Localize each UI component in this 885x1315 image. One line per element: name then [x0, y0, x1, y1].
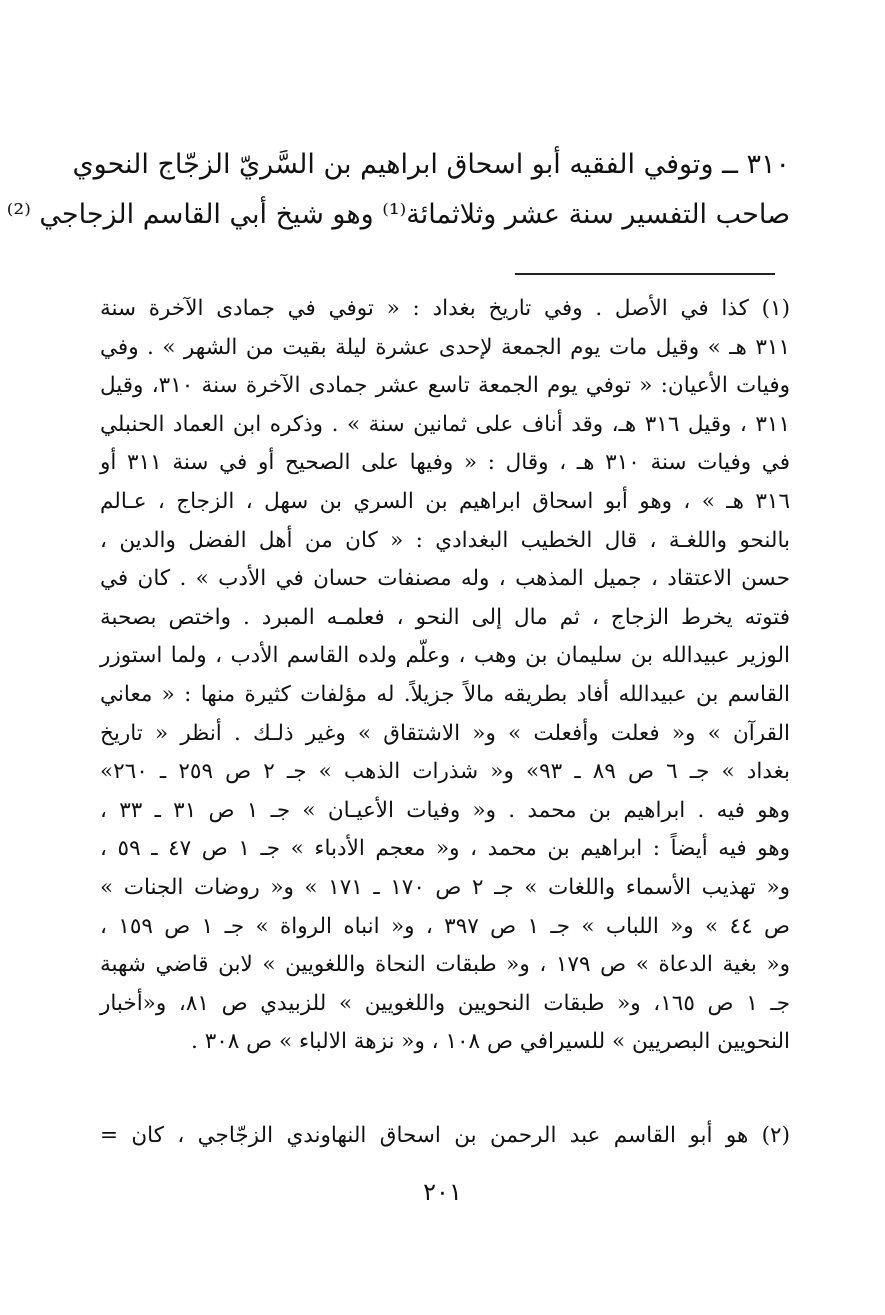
footnote-line: وفيات الأعيان: « توفي يوم الجمعة تاسع عشر جمادى الآخرة سنة ٣١٠، وقيل [100, 373, 790, 399]
page-number: ٢٠١ [423, 1178, 462, 1206]
footnote-1 [100, 290, 790, 1062]
footnote-line: و« بغية الدعاة » ص ١٧٩ ، و« طبقات النحاة واللغويين » لابن قاضي شهبة [100, 952, 790, 978]
footnote-line: (٢) هو أبو القاسم عبد الرحمن بن اسحاق النهاوندي الزجّاجي ، كان = [100, 1123, 790, 1148]
footnote-line: حسن الاعتقاد ، جميل المذهب ، وله مصنفات حسان في الأدب » . كان في [100, 566, 790, 592]
footnote-line: وهو فيه . ابراهيم بن محمد . و« وفيات الأعيـان » جـ ١ ص ٣١ ـ ٣٣ ، [100, 797, 790, 823]
footnote-line: الوزير عبيدالله بن سليمان بن وهب ، وعلّم ولده القاسم الأدب ، ولما استوزر [100, 643, 790, 669]
main-text [6, 140, 790, 240]
footnote-line: (١) كذا في الأصل . وفي تاريخ بغداد : « توفي في جمادى الآخرة سنة [100, 296, 790, 321]
footnote-line: فتوته يخرط الزجاج ، ثم مال إلى النحو ، فعلمـه المبرد . واختص بصحبة [100, 604, 790, 630]
footnote-2 [100, 1117, 790, 1156]
footnote-line: وهو فيه أيضاً : ابراهيم بن محمد ، و« معجم الأدباء » جـ ١ ص ٤٧ ـ ٥٩ ، [100, 836, 790, 862]
footnote-line: جـ ١ ص ١٦٥، و« طبقات النحويين واللغويين » للزبيدي ص ٨١، و«أخبار [100, 990, 790, 1016]
footnote-line: ص ٤٤ » و« اللباب » جـ ١ ص ٣٩٧ ، و« انباه الرواة » جـ ١ ص ١٥٩ ، [100, 913, 790, 939]
footnote-line: النحويين البصريين » للسيرافي ص ١٠٨ ، و« نزهة الالباء » ص ٣٠٨ . [191, 1029, 790, 1055]
footnote-line: ٣١١ هـ » وقيل مات يوم الجمعة لإحدى عشرة ليلة بقيت من الشهر » . وفي [100, 334, 790, 360]
footnote-line: القاسم بن عبيدالله أفاد بطريقه مالاً جزيلاً. له مؤلفات كثيرة منها : « معاني [100, 681, 790, 707]
footnote-line: في وفيات سنة ٣١٠ هـ ، وقال : « وفيها على الصحيح أو في سنة ٣١١ أو [100, 450, 790, 476]
footnote-line: القرآن » و« فعلت وأفعلت » و« الاشتقاق » وغير ذلـك . أنظر « تاريخ [100, 720, 790, 746]
footnote-line: بالنحو واللغـة ، قال الخطيب البغدادي : « كان من أهل الفضل والدين ، [100, 527, 790, 553]
footnote-line: و« تهذيب الأسماء واللغات » جـ ٢ ص ١٧٠ ـ ١٧١ » و« روضات الجنات » [100, 874, 791, 900]
footnote-line: ٣١١ ، وقيل ٣١٦ هـ، وقد أناف على ثمانين سنة » . وذكره ابن العماد الحنبلي [100, 411, 790, 437]
footnote-divider [515, 273, 775, 275]
footnote-line: بغداد » جـ ٦ ص ٨٩ ـ ٩٣» و« شذرات الذهب » جـ ٢ ص ٢٥٩ ـ ٢٦٠» [100, 759, 790, 785]
footnote-line: ٣١٦ هـ » ، وهو أبو اسحاق ابراهيم بن السري بن سهل ، الزجاج ، عـالم [100, 488, 790, 514]
main-text-line: ٣١٠ ــ وتوفي الفقيه أبو اسحاق ابراهيم بن السَّريّ الزجّاج النحوي [72, 149, 790, 180]
main-text-line: صاحب التفسير سنة عشر وثلاثمائة⁽¹⁾ وهو شيخ أبي القاسم الزجاجي ⁽²⁾ [6, 199, 790, 230]
